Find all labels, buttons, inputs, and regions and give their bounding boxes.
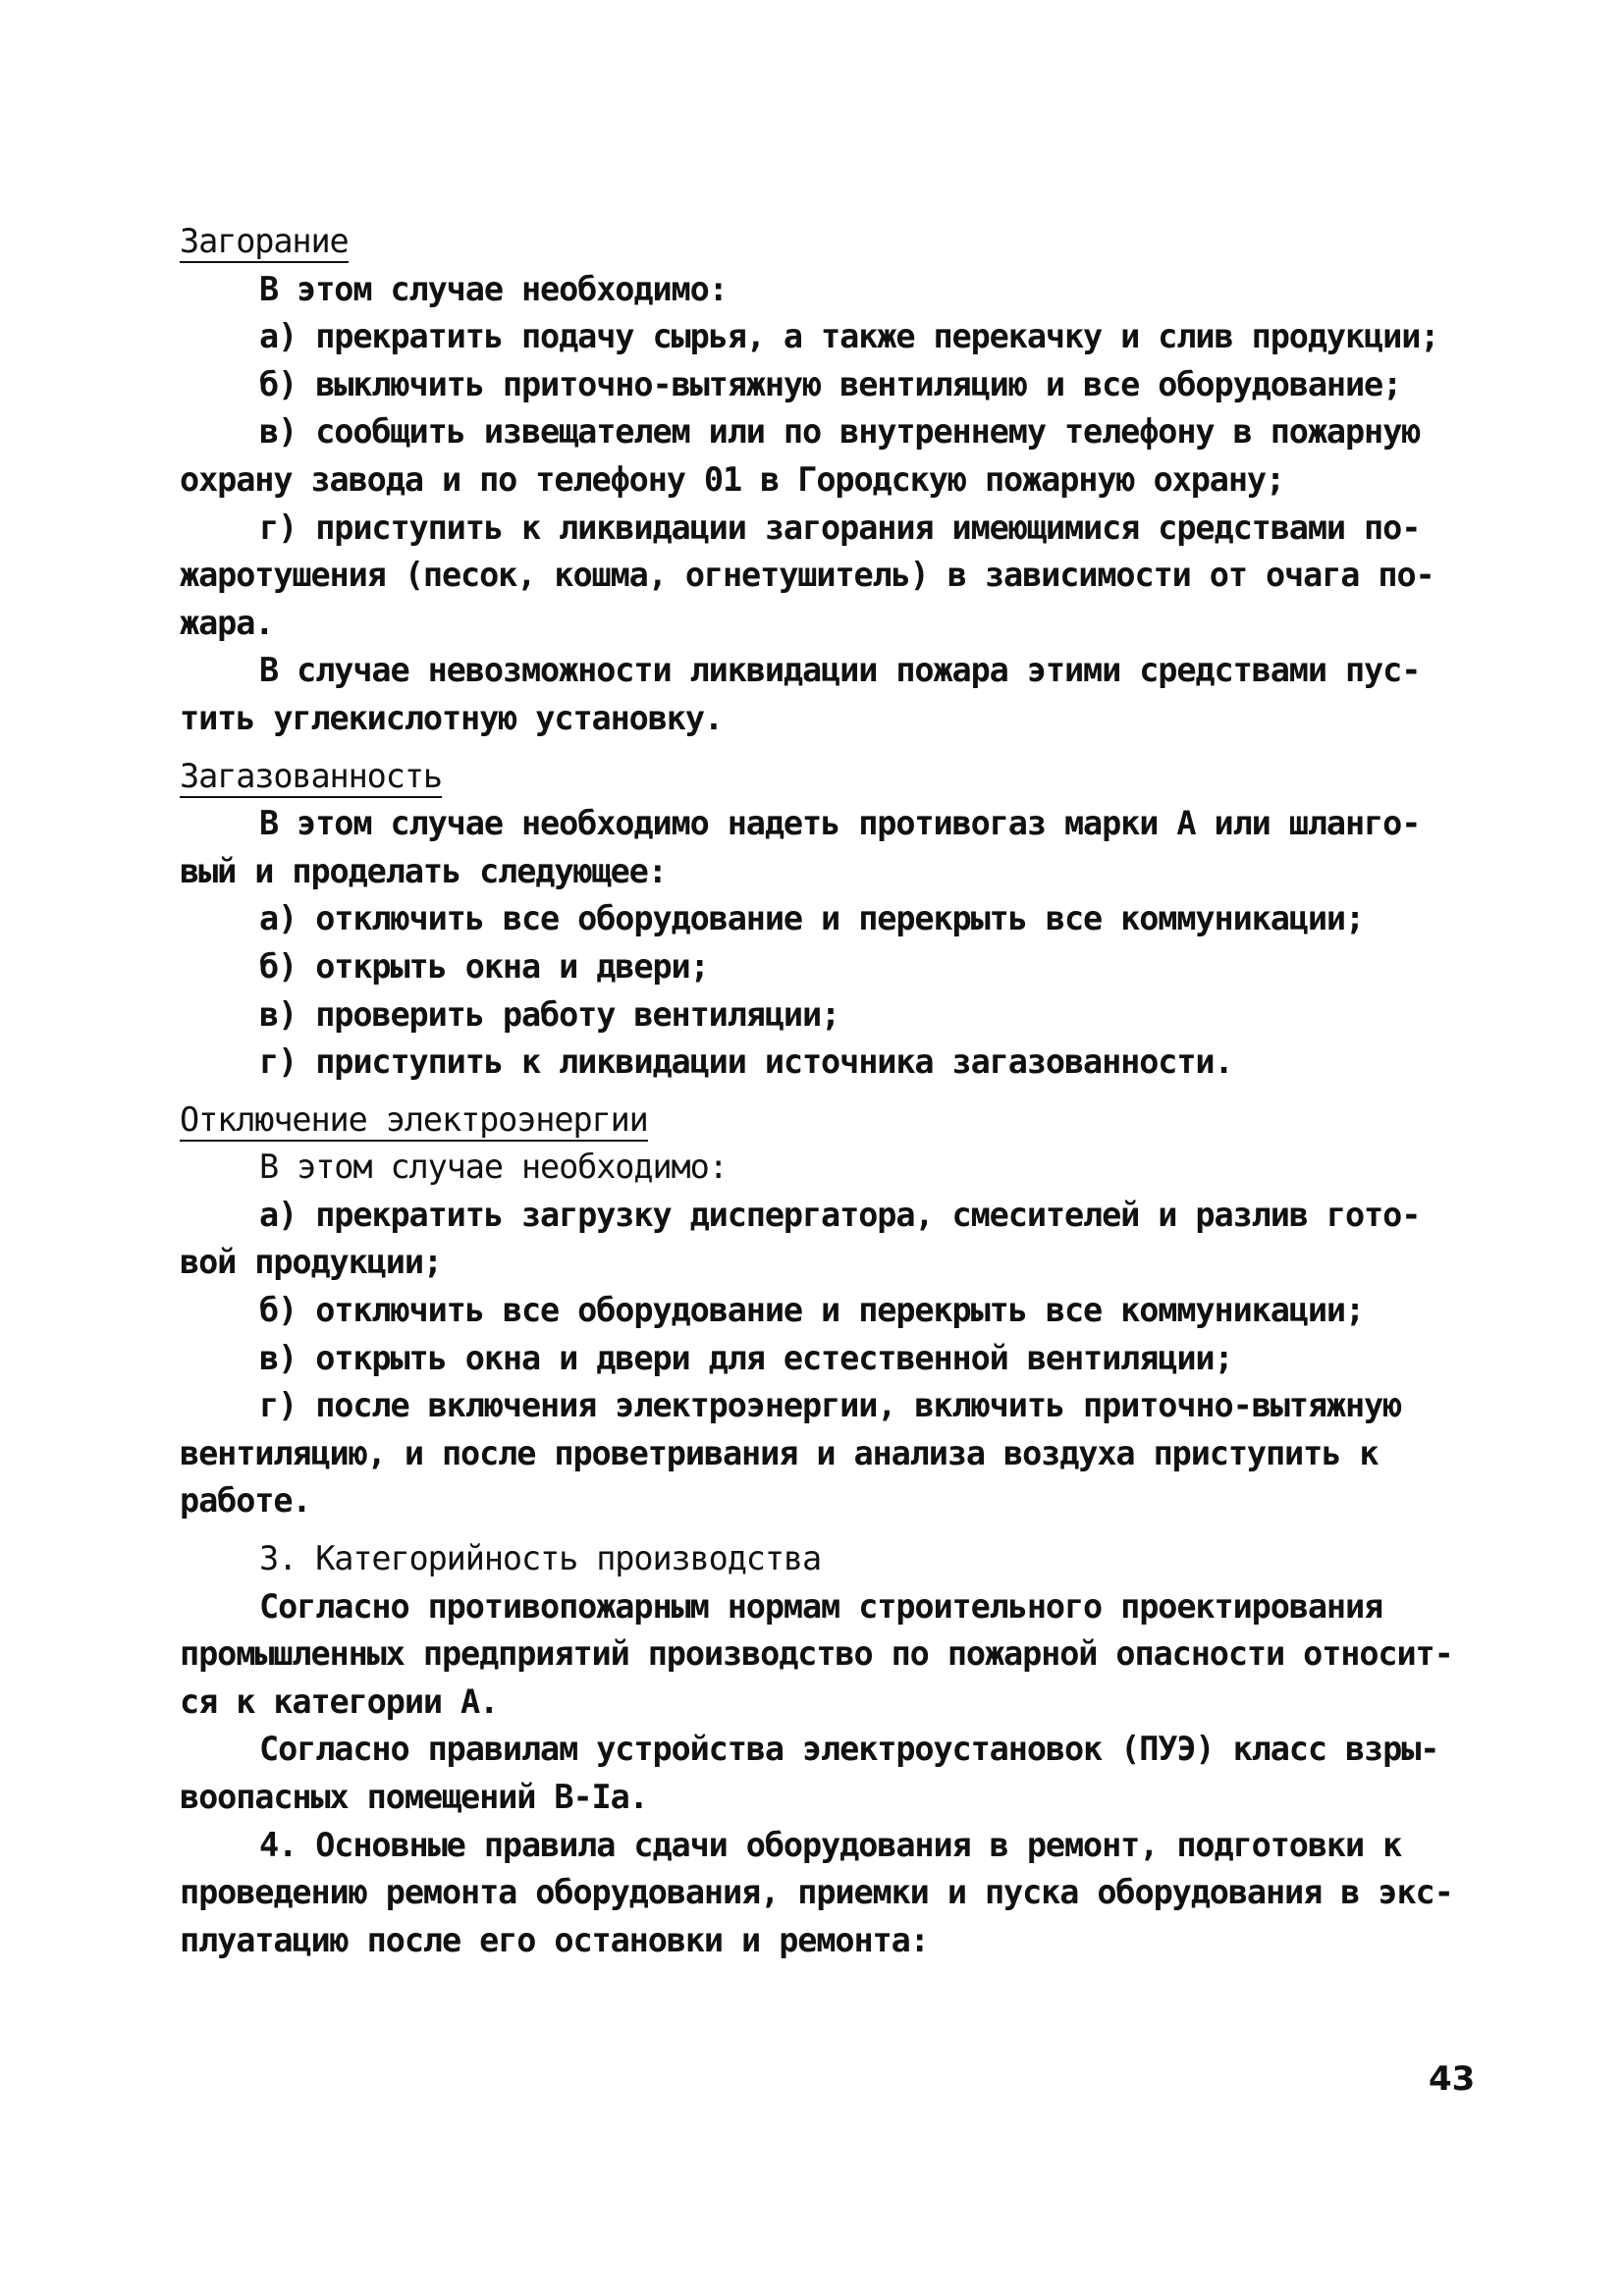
list-item: в) открыть окна и двери для естественной вентиляции; xyxy=(259,1338,1233,1377)
paragraph-line: В этом случае необходимо: xyxy=(259,269,728,308)
paragraph-line: 4. Основные правила сдачи оборудования в ремонт, подготовки к xyxy=(259,1825,1402,1864)
list-item: б) отключить все оборудование и перекрыть все коммуникации; xyxy=(259,1291,1365,1330)
section-heading-fire: Загорание xyxy=(180,222,349,263)
paragraph-line: В этом случае необходимо: xyxy=(259,1148,728,1187)
paragraph-line: жаротушения (песок, кошма, огнетушитель) в зависимости от очага по- xyxy=(180,556,1434,595)
paragraph-line: тить углекислотную установку. xyxy=(180,698,723,737)
list-item: г) после включения электроэнергии, включить приточно-вытяжную xyxy=(259,1386,1402,1425)
paragraph-line: Согласно противопожарным нормам строительного проектирования xyxy=(259,1586,1383,1626)
list-item: в) проверить работу вентиляции; xyxy=(259,994,840,1034)
list-item: г) приступить к ликвидации загорания имеющимися средствами по- xyxy=(259,507,1421,547)
list-item: б) открыть окна и двери; xyxy=(259,946,709,986)
list-item: а) прекратить подачу сырья, а также перекачку и слив продукции; xyxy=(259,317,1439,356)
paragraph-line: работе. xyxy=(180,1481,311,1521)
page-number: 43 xyxy=(1429,2059,1476,2099)
list-item: а) прекратить загрузку диспергатора, смесителей и разлив гото- xyxy=(259,1195,1421,1234)
section-gas xyxy=(180,753,1466,801)
paragraph-line: вентиляцию, и после проветривания и анализа воздуха приступить к xyxy=(180,1433,1379,1472)
paragraph-line: жара. xyxy=(180,603,274,642)
list-item: а) отключить все оборудование и перекрыть все коммуникации; xyxy=(259,899,1365,938)
section-heading-gas: Загазованность xyxy=(180,757,442,798)
page-body xyxy=(180,218,1466,1964)
list-item: в) сообщить извещателем или по внутреннему телефону в пожарную xyxy=(259,412,1421,452)
section-heading-power: Отключение электроэнергии xyxy=(180,1100,648,1142)
paragraph-line: вой продукции; xyxy=(180,1243,442,1282)
paragraph-line: ся к категории А. xyxy=(180,1682,499,1721)
paragraph-line: промышленных предприятий производство по пожарной опасности относит- xyxy=(180,1634,1453,1674)
section-fire xyxy=(180,218,1466,266)
paragraph-line: проведению ремонта оборудования, приемки и пуска оборудования в экс- xyxy=(180,1873,1453,1912)
paragraph-line: плуатацию после его остановки и ремонта: xyxy=(180,1920,929,1959)
paragraph-line: Согласно правилам устройства электроустановок (ПУЭ) класс взры- xyxy=(259,1730,1439,1769)
paragraph-line: В случае невозможности ликвидации пожара этими средствами пус- xyxy=(259,651,1421,690)
section-heading-category: 3. Категорийность производства xyxy=(259,1539,822,1578)
list-item: г) приступить к ликвидации источника загазованности. xyxy=(259,1042,1233,1082)
section-power xyxy=(180,1096,1466,1145)
paragraph-line: охрану завода и по телефону 01 в Городскую пожарную охрану; xyxy=(180,459,1285,499)
paragraph-line: вый и проделать следующее: xyxy=(180,851,667,890)
list-item: б) выключить приточно-вытяжную вентиляцию и все оборудование; xyxy=(259,364,1402,403)
paragraph-line: воопасных помещений В-Iа. xyxy=(180,1778,648,1816)
paragraph-line: В этом случае необходимо надеть противогаз марки А или шланго- xyxy=(259,804,1421,843)
